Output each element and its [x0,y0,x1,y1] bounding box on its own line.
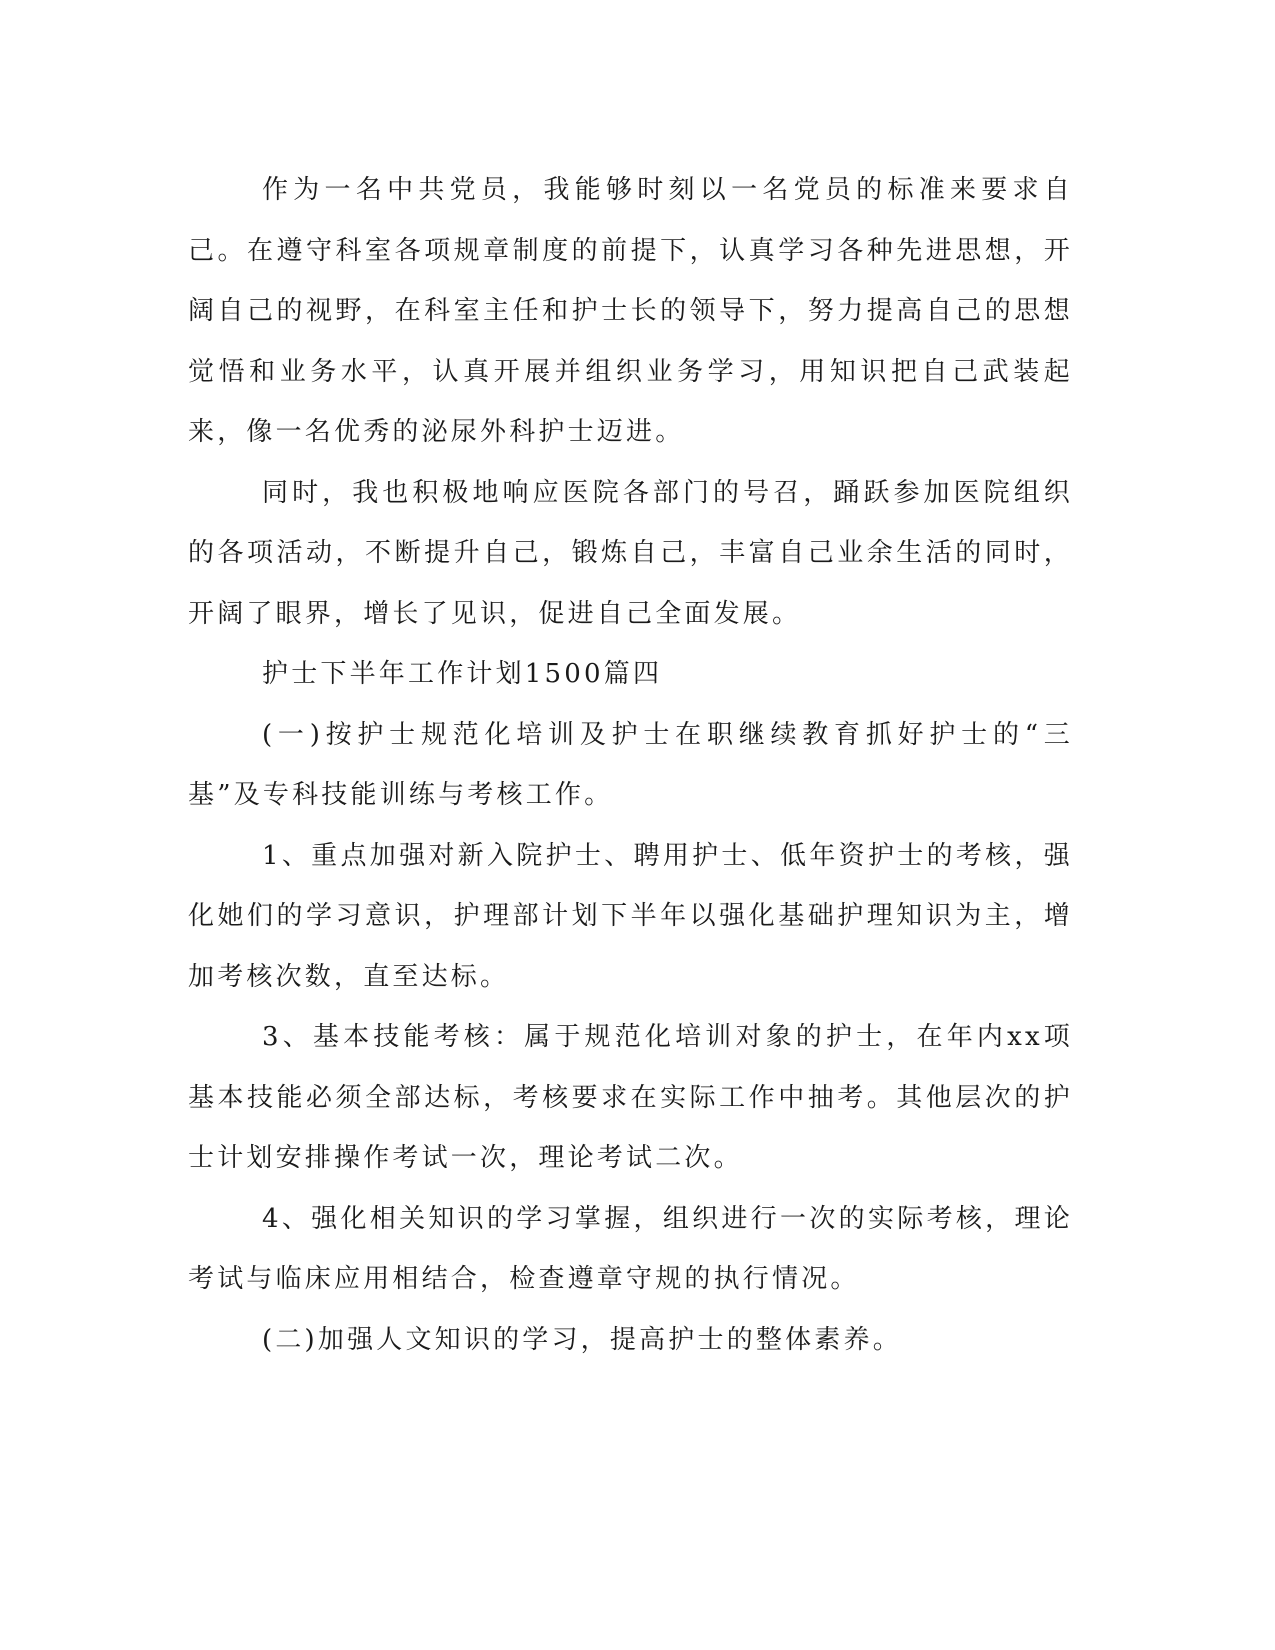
paragraph-assessment-4: 4、强化相关知识的学习掌握，组织进行一次的实际考核，理论考试与临床应用相结合，检查遵章守规的执行情况。 [188,1203,1073,1294]
paragraph-training-item-1: (一)按护士规范化培训及护士在职继续教育抓好护士的“三基”及专科技能训练与考核工作。 [188,719,1073,810]
paragraph-training-item-2: (二)加强人文知识的学习，提高护士的整体素养。 [262,1324,902,1355]
paragraph-assessment-3: 3、基本技能考核：属于规范化培训对象的护士，在年内xx项基本技能必须全部达标，考核要求在实际工作中抽考。其他层次的护士计划安排操作考试一次，理论考试二次。 [188,1022,1073,1173]
paragraph-hospital-activities: 同时，我也积极地响应医院各部门的号召，踊跃参加医院组织的各项活动，不断提升自己，锻炼自己，丰富自己业余生活的同时，开阔了眼界，增长了见识，促进自己全面发展。 [188,477,1073,629]
document-body [188,160,1073,1370]
paragraph-assessment-1: 1、重点加强对新入院护士、聘用护士、低年资护士的考核，强化她们的学习意识，护理部计划下半年以强化基础护理知识为主，增加考核次数，直至达标。 [188,840,1073,992]
section-heading: 护士下半年工作计划1500篇四 [262,659,663,689]
paragraph-party-member: 作为一名中共党员，我能够时刻以一名党员的标准来要求自己。在遵守科室各项规章制度的前提下，认真学习各种先进思想，开阔自己的视野，在科室主任和护士长的领导下，努力提高自己的思想觉悟和业务水平，认真开展并组织业务学习，用知识把自己武装起来，像一名优秀的泌尿外科护士迈进。 [188,175,1073,447]
